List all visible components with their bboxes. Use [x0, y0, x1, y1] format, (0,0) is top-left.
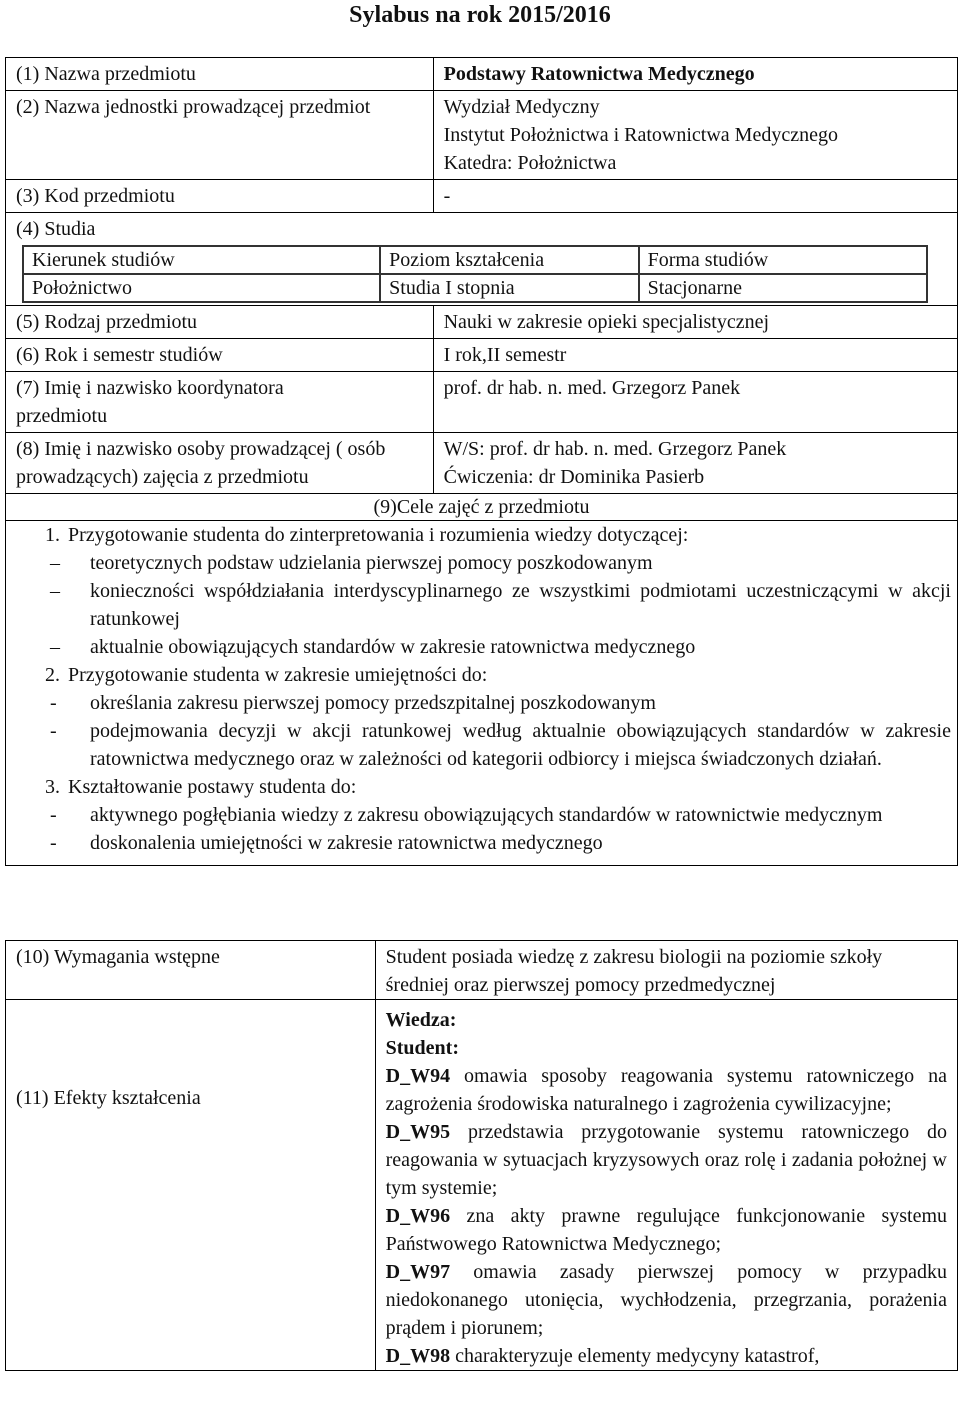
goal-item: określania zakresu pierwszej pomocy przedszpitalnej poszkodowanym	[90, 692, 656, 714]
row-course-name	[6, 58, 958, 91]
goal-1	[20, 521, 951, 661]
studies-value-level: Studia I stopnia	[380, 274, 638, 302]
studies-header-level: Poziom kształcenia	[380, 246, 638, 274]
goal-text: Przygotowanie studenta do zinterpretowania i rozumienia wiedzy dotyczącej:	[68, 524, 689, 546]
goal-text: Przygotowanie studenta w zakresie umiejętności do:	[68, 664, 488, 686]
outcome-code: D_W97	[385, 1261, 451, 1283]
studies-value-field: Położnictwo	[23, 274, 380, 302]
value-year-semester: I rok,II semestr	[433, 339, 957, 372]
row-course-code	[6, 180, 958, 213]
dash-bullet: –	[50, 636, 60, 658]
goal-number: 1.	[45, 524, 60, 546]
label-studies: (4) Studia	[16, 218, 96, 240]
goal-item: doskonalenia umiejętności w zakresie ratownictwa medycznego	[90, 832, 603, 854]
label-year-semester: (6) Rok i semestr studiów	[6, 339, 434, 372]
studies-header-form: Forma studiów	[639, 246, 927, 274]
row-goals-header	[6, 494, 958, 521]
outcome-item	[386, 1202, 947, 1258]
label-goals: (9)Cele zajęć z przedmiotu	[6, 494, 958, 521]
outcome-item	[386, 1118, 947, 1202]
studies-header-field: Kierunek studiów	[23, 246, 380, 274]
row-prerequisites	[6, 941, 958, 1000]
value-learning-outcomes	[375, 1000, 957, 1371]
instructor-exercises: Ćwiczenia: dr Dominika Pasierb	[443, 466, 705, 488]
outcome-code: D_W96	[385, 1205, 451, 1227]
row-instructors	[6, 433, 958, 494]
dash-bullet: -	[50, 720, 57, 742]
row-year-semester	[6, 339, 958, 372]
outcome-code: D_W95	[385, 1121, 451, 1143]
outcome-code: D_W94	[385, 1065, 451, 1087]
row-goals	[6, 521, 958, 866]
goal-item: aktualnie obowiązujących standardów w zakresie ratownictwa medycznego	[90, 636, 696, 658]
goal-3	[20, 773, 951, 857]
value-prerequisites: Student posiada wiedzę z zakresu biologii na poziomie szkoły średniej oraz pierwszej pomocy przedmedycznej	[375, 941, 957, 1000]
value-course-name: Podstawy Ratownictwa Medycznego	[433, 58, 957, 91]
unit-line-institute: Instytut Położnictwa i Ratownictwa Medycznego	[443, 124, 838, 146]
goal-item: podejmowania decyzji w akcji ratunkowej według aktualnie obowiązujących standardów w zakresie ratownictwa medycznego oraz w zależności od kategorii odbiorcy i miejsca świadczonych działań.	[90, 720, 951, 770]
outcome-item	[386, 1342, 947, 1370]
goal-text: Kształtowanie postawy studenta do:	[68, 776, 357, 798]
label-coordinator: (7) Imię i nazwisko koordynatora przedmiotu	[6, 372, 434, 433]
goal-item: aktywnego pogłębiania wiedzy z zakresu obowiązujących standardów w ratownictwie medycznym	[90, 804, 883, 826]
studies-inner-table	[22, 245, 928, 303]
label-course-code: (3) Kod przedmiotu	[6, 180, 434, 213]
label-course-name: (1) Nazwa przedmiotu	[6, 58, 434, 91]
outcome-item	[386, 1062, 947, 1118]
unit-line-faculty: Wydział Medyczny	[443, 96, 600, 118]
outcome-code: D_W98	[385, 1345, 451, 1367]
dash-bullet: –	[50, 552, 60, 574]
requirements-table	[5, 940, 958, 1371]
goal-item: konieczności współdziałania interdyscyplinarnego ze wszystkimi podmiotami uczestniczącymi w akcji ratunkowej	[90, 580, 951, 630]
outcome-text: zna akty prawne regulujące funkcjonowanie systemu Państwowego Ratownictwa Medycznego;	[385, 1205, 948, 1255]
goal-item: teoretycznych podstaw udzielania pierwszej pomocy poszkodowanym	[90, 552, 653, 574]
outcomes-heading-knowledge: Wiedza:	[385, 1009, 457, 1031]
goal-2	[20, 661, 951, 773]
studies-cell	[6, 213, 958, 306]
label-learning-outcomes: (11) Efekty kształcenia	[6, 1000, 376, 1371]
outcome-item	[386, 1258, 947, 1342]
row-course-type	[6, 306, 958, 339]
label-prerequisites: (10) Wymagania wstępne	[6, 941, 376, 1000]
goal-number: 3.	[45, 776, 60, 798]
value-course-type: Nauki w zakresie opieki specjalistycznej	[433, 306, 957, 339]
studies-value-form: Stacjonarne	[639, 274, 927, 302]
row-unit	[6, 91, 958, 180]
label-instructors: (8) Imię i nazwisko osoby prowadzącej ( osób prowadzących) zajęcia z przedmiotu	[6, 433, 434, 494]
dash-bullet: -	[50, 692, 57, 714]
outcome-text: przedstawia przygotowanie systemu ratowniczego do reagowania w sytuacjach kryzysowych oraz rolę i zadania położnej w tym systemie;	[385, 1121, 947, 1199]
syllabus-table	[5, 57, 958, 866]
label-course-type: (5) Rodzaj przedmiotu	[6, 306, 434, 339]
outcome-text: omawia zasady pierwszej pomocy w przypadku niedokonanego utonięcia, wychłodzenia, przegrzania, porażenia prądem i piorunem;	[385, 1261, 947, 1339]
instructor-lecture: W/S: prof. dr hab. n. med. Grzegorz Panek	[443, 438, 787, 460]
goals-cell	[6, 521, 958, 866]
dash-bullet: –	[50, 580, 60, 602]
value-coordinator: prof. dr hab. n. med. Grzegorz Panek	[433, 372, 957, 433]
value-course-code: -	[433, 180, 957, 213]
value-unit	[433, 91, 957, 180]
label-unit: (2) Nazwa jednostki prowadzącej przedmiot	[6, 91, 434, 180]
unit-line-department: Katedra: Położnictwa	[443, 152, 617, 174]
goal-number: 2.	[45, 664, 60, 686]
page-title: Sylabus na rok 2015/2016	[349, 2, 611, 28]
row-studies	[6, 213, 958, 306]
row-learning-outcomes	[6, 1000, 958, 1371]
dash-bullet: -	[50, 804, 57, 826]
dash-bullet: -	[50, 832, 57, 854]
value-instructors	[433, 433, 957, 494]
outcome-text: charakteryzuje elementy medycyny katastrof,	[455, 1345, 820, 1367]
outcome-text: omawia sposoby reagowania systemu ratowniczego na zagrożenia środowiska naturalnego i zagrożenia cywilizacyjne;	[385, 1065, 947, 1115]
row-coordinator	[6, 372, 958, 433]
outcomes-heading-student: Student:	[385, 1037, 459, 1059]
